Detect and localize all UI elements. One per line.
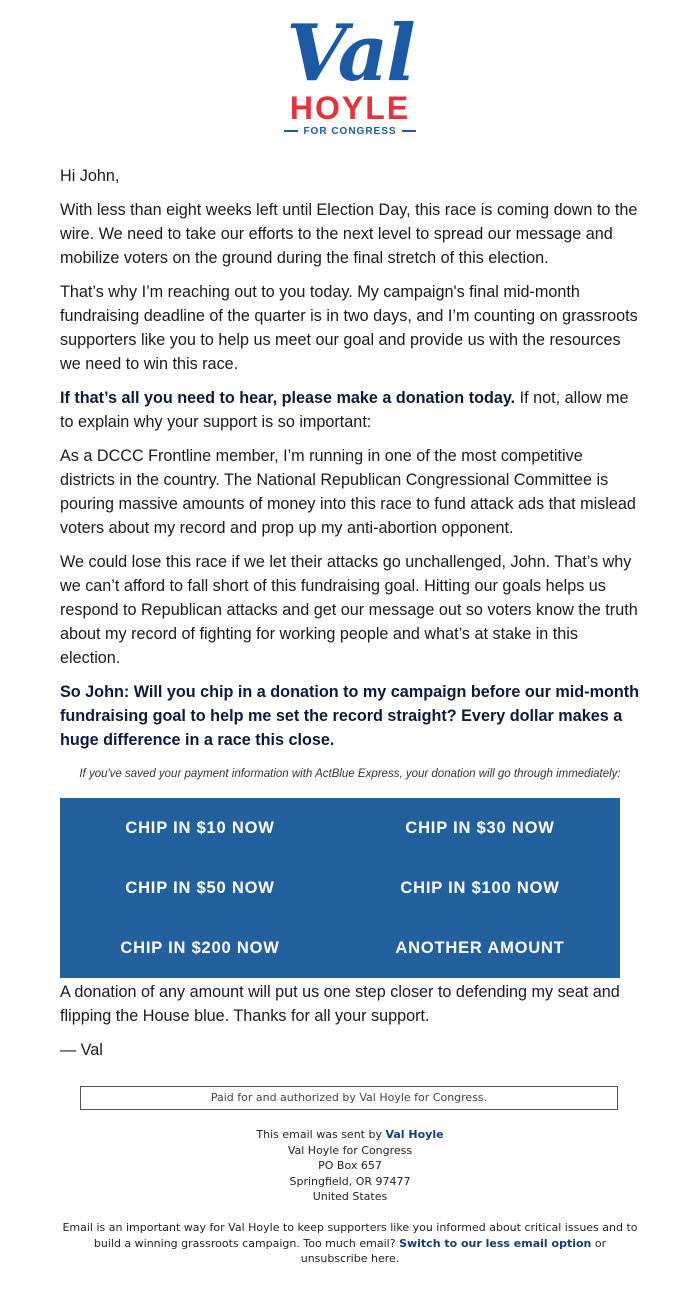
paragraph-3-rest: If not, allow me to explain why your support is so important: <box>60 389 629 431</box>
another-amount-button[interactable]: ANOTHER AMOUNT <box>395 938 565 957</box>
address-line-1: PO Box 657 <box>318 1159 382 1172</box>
paragraph-2: That’s why I’m reaching out to you today. My campaign's final mid-month fundraising deadline of the quarter is in two days, and I’m counting on grassroots supporters like you to help us meet our goal and provide us with the resources we need to win this race. <box>60 283 638 373</box>
paragraph-5: We could lose this race if we let their attacks go unchallenged, John. That’s why we can’t afford to fall short of this fundraising goal. Hitting our goals helps us respond to Republican attacks and get our message out so voters know the truth about my record of fighting for working people and what’s at stake in this election. <box>60 553 638 667</box>
email-body <box>60 164 642 762</box>
donate-button-grid <box>60 798 620 978</box>
closing-paragraph: A donation of any amount will put us one step closer to defending my seat and flipping the House blue. Thanks for all your support. <box>60 983 620 1025</box>
paragraph-4: As a DCCC Frontline member, I’m running in one of the most competitive districts in the country. The National Republican Congressional Committee is pouring massive amounts of money into this race to fund attack ads that mislead voters about my record and prop up my anti-abortion opponent. <box>60 447 636 537</box>
address-line-2: Springfield, OR 97477 <box>289 1174 411 1188</box>
paragraph-3 <box>60 386 642 434</box>
logo-dash-left <box>284 130 298 132</box>
org-name: Val Hoyle for Congress <box>287 1143 413 1157</box>
logo-tagline <box>0 126 700 138</box>
chip-in-50-button[interactable]: CHIP IN $50 NOW <box>125 878 275 897</box>
chip-in-10-button[interactable]: CHIP IN $10 NOW <box>125 818 275 837</box>
chip-in-100-button[interactable]: CHIP IN $100 NOW <box>400 878 560 897</box>
sender-name-link[interactable]: Val Hoyle <box>385 1128 444 1141</box>
email-notice-text: Email is an important way for Val Hoyle to keep supporters like you informed about critical issues and to build a winning grassroots campaign. Too much email? <box>62 1221 638 1250</box>
actblue-express-note: If you've saved your payment information with ActBlue Express, your donation will go through immediately: <box>79 768 621 780</box>
logo-name-top: Val <box>286 8 414 99</box>
or-text: or <box>591 1236 607 1250</box>
closing-section <box>60 980 642 1072</box>
donate-today-link[interactable]: If that’s all you need to hear, please make a donation today. <box>60 389 516 407</box>
sent-by-prefix: This email was sent by <box>256 1128 386 1141</box>
address-country: United States <box>312 1190 388 1203</box>
chip-in-30-button[interactable]: CHIP IN $30 NOW <box>405 818 555 837</box>
chip-in-200-button[interactable]: CHIP IN $200 NOW <box>120 938 280 957</box>
logo-name-bottom: HOYLE <box>289 90 411 126</box>
campaign-logo <box>0 8 700 140</box>
paid-for-disclaimer: Paid for and authorized by Val Hoyle for Congress. <box>80 1086 618 1110</box>
ask-paragraph-link[interactable]: So John: Will you chip in a donation to my campaign before our mid-month fundraising goal to help me set the record straight? Every dollar makes a huge difference in a race this close. <box>60 683 640 749</box>
logo-tagline-text: FOR CONGRESS <box>303 126 397 137</box>
sent-by-line <box>0 1127 700 1143</box>
paragraph-1: With less than eight weeks left until Election Day, this race is coming down to the wire. We need to take our efforts to the next level to spread our message and mobilize voters on the ground during the final stretch of this election. <box>60 201 638 267</box>
footer-address <box>0 1127 700 1205</box>
footer-email-notice <box>50 1220 650 1267</box>
unsubscribe-link[interactable]: unsubscribe here. <box>300 1252 400 1265</box>
signoff: — Val <box>60 1041 103 1059</box>
greeting: Hi John, <box>60 167 120 185</box>
less-email-link[interactable]: Switch to our less email option <box>399 1236 592 1250</box>
logo-dash-right <box>402 130 416 132</box>
